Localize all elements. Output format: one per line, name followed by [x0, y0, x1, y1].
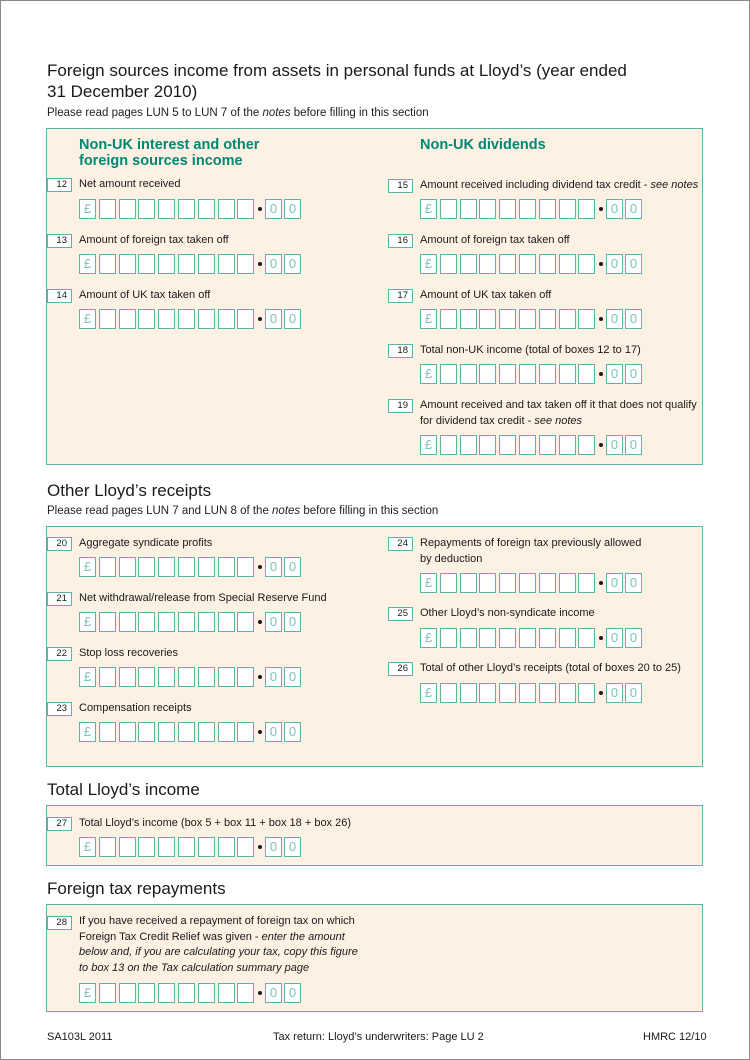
box-20-amount-input[interactable]	[79, 557, 304, 579]
digit-cell[interactable]	[198, 667, 215, 687]
digit-cell[interactable]	[178, 983, 195, 1003]
digit-cell[interactable]	[237, 722, 254, 742]
box-23-amount-input[interactable]	[79, 722, 304, 744]
box-16-label: Amount of foreign tax taken off	[420, 234, 570, 246]
box-number-22: 22	[47, 647, 72, 661]
decimal-point	[599, 262, 603, 266]
digit-cell[interactable]	[479, 683, 496, 703]
digit-cell[interactable]	[539, 254, 556, 274]
digit-cell[interactable]	[138, 667, 155, 687]
digit-cell[interactable]	[138, 199, 155, 219]
box-22-label: Stop loss recoveries	[79, 647, 179, 659]
currency-pound-sign: £	[79, 309, 96, 329]
box-number-25: 25	[388, 607, 413, 621]
pence-cell: 0	[265, 983, 282, 1003]
digit-cell[interactable]	[198, 722, 215, 742]
digit-cell[interactable]	[218, 557, 235, 577]
currency-pound-sign: £	[420, 199, 437, 219]
currency-pound-sign: £	[420, 435, 437, 455]
digit-cell[interactable]	[198, 557, 215, 577]
digit-cell[interactable]	[479, 364, 496, 384]
footer-revision: HMRC 12/10	[643, 1031, 707, 1043]
digit-cell[interactable]	[499, 683, 516, 703]
digit-cell[interactable]	[479, 254, 496, 274]
currency-pound-sign: £	[79, 612, 96, 632]
digit-cell[interactable]	[479, 199, 496, 219]
digit-cell[interactable]	[119, 837, 136, 857]
currency-pound-sign: £	[79, 722, 96, 742]
pence-cell: 0	[265, 199, 282, 219]
digit-cell[interactable]	[158, 612, 175, 632]
pence-cell: 0	[284, 983, 301, 1003]
box-number-23: 23	[47, 702, 72, 716]
pence-cell: 0	[625, 573, 642, 593]
box-number-12: 12	[47, 178, 72, 192]
currency-pound-sign: £	[79, 254, 96, 274]
foreign-title-line2: 31 December 2010)	[47, 82, 198, 101]
digit-cell[interactable]	[237, 667, 254, 687]
box-14-label: Amount of UK tax taken off	[79, 289, 211, 301]
digit-cell[interactable]	[99, 199, 116, 219]
decimal-point	[599, 691, 603, 695]
digit-cell[interactable]	[218, 722, 235, 742]
digit-cell[interactable]	[460, 628, 477, 648]
box-number-15: 15	[388, 179, 413, 193]
box-25-label: Other Lloyd’s non-syndicate income	[420, 607, 595, 619]
decimal-point	[258, 991, 262, 995]
box-28-amount-input[interactable]	[79, 983, 304, 1005]
digit-cell[interactable]	[479, 435, 496, 455]
box-number-21: 21	[47, 592, 72, 606]
box-20-label: Aggregate syndicate profits	[79, 537, 213, 549]
box-21-amount-input[interactable]	[79, 612, 304, 634]
digit-cell[interactable]	[440, 364, 457, 384]
digit-cell[interactable]	[519, 435, 536, 455]
decimal-point	[599, 372, 603, 376]
digit-cell[interactable]	[559, 309, 576, 329]
digit-cell[interactable]	[158, 837, 175, 857]
digit-cell[interactable]	[578, 435, 595, 455]
pence-cell: 0	[265, 667, 282, 687]
digit-cell[interactable]	[519, 573, 536, 593]
digit-cell[interactable]	[559, 199, 576, 219]
digit-cell[interactable]	[237, 199, 254, 219]
digit-cell[interactable]	[578, 254, 595, 274]
digit-cell[interactable]	[158, 983, 175, 1003]
currency-pound-sign: £	[420, 573, 437, 593]
digit-cell[interactable]	[578, 683, 595, 703]
decimal-point	[599, 443, 603, 447]
box-27-label: Total Lloyd’s income (box 5 + box 11 + box 18 + box 26)	[79, 817, 352, 829]
digit-cell[interactable]	[559, 435, 576, 455]
digit-cell[interactable]	[99, 983, 116, 1003]
decimal-point	[258, 565, 262, 569]
digit-cell[interactable]	[519, 364, 536, 384]
digit-cell[interactable]	[479, 309, 496, 329]
digit-cell[interactable]	[138, 309, 155, 329]
currency-pound-sign: £	[420, 683, 437, 703]
box-18-amount-input[interactable]	[420, 364, 645, 386]
decimal-point	[258, 730, 262, 734]
digit-cell[interactable]	[178, 722, 195, 742]
decimal-point	[258, 845, 262, 849]
digit-cell[interactable]	[519, 309, 536, 329]
box-18-label: Total non-UK income (total of boxes 12 to 17)	[420, 344, 641, 356]
pence-cell: 0	[606, 435, 623, 455]
non-uk-interest-heading: Non-UK interest and other foreign sources income	[79, 137, 260, 169]
digit-cell[interactable]	[237, 254, 254, 274]
box-28-label: If you have received a repayment of foreign tax on which Foreign Tax Credit Relief was given - enter the amount below and, if you are calculating your tax, copy this figure to box 13 on the Tax calculation summary page	[79, 915, 358, 974]
digit-cell[interactable]	[539, 309, 556, 329]
decimal-point	[599, 636, 603, 640]
digit-cell[interactable]	[440, 199, 457, 219]
decimal-point	[258, 262, 262, 266]
box-13-label: Amount of foreign tax taken off	[79, 234, 229, 246]
box-15-label: Amount received including dividend tax credit - see notes	[420, 179, 699, 191]
digit-cell[interactable]	[460, 683, 477, 703]
decimal-point	[258, 620, 262, 624]
digit-cell[interactable]	[158, 722, 175, 742]
digit-cell[interactable]	[198, 254, 215, 274]
box-23-label: Compensation receipts	[79, 702, 192, 714]
foreign-title-line1: Foreign sources income from assets in personal funds at Lloyd’s (year ended	[47, 61, 627, 80]
foreign-section-title	[47, 60, 627, 102]
currency-pound-sign: £	[420, 254, 437, 274]
other-receipts-title: Other Lloyd’s receipts	[47, 481, 212, 500]
decimal-point	[599, 581, 603, 585]
pence-cell: 0	[284, 557, 301, 577]
digit-cell[interactable]	[559, 254, 576, 274]
box-number-26: 26	[388, 662, 413, 676]
digit-cell[interactable]	[158, 309, 175, 329]
non-uk-dividends-heading: Non-UK dividends	[420, 137, 546, 153]
box-16-amount-input[interactable]	[420, 254, 645, 276]
digit-cell[interactable]	[218, 837, 235, 857]
digit-cell[interactable]	[158, 199, 175, 219]
pence-cell: 0	[625, 435, 642, 455]
digit-cell[interactable]	[99, 309, 116, 329]
digit-cell[interactable]	[119, 722, 136, 742]
other-receipts-note: Please read pages LUN 7 and LUN 8 of the notes before filling in this section	[47, 505, 439, 517]
digit-cell[interactable]	[519, 254, 536, 274]
box-25-amount-input[interactable]	[420, 628, 645, 650]
digit-cell[interactable]	[440, 573, 457, 593]
digit-cell[interactable]	[119, 199, 136, 219]
box-number-28: 28	[47, 916, 72, 930]
digit-cell[interactable]	[539, 435, 556, 455]
box-12-amount-input[interactable]	[79, 199, 304, 221]
footer-form-code: SA103L 2011	[47, 1031, 113, 1043]
pence-cell: 0	[606, 628, 623, 648]
digit-cell[interactable]	[138, 612, 155, 632]
decimal-point	[258, 317, 262, 321]
digit-cell[interactable]	[519, 683, 536, 703]
box-13-amount-input[interactable]	[79, 254, 304, 276]
box-17-label: Amount of UK tax taken off	[420, 289, 552, 301]
pence-cell: 0	[606, 683, 623, 703]
foreign-tax-repayments-title: Foreign tax repayments	[47, 879, 226, 898]
digit-cell[interactable]	[578, 364, 595, 384]
box-21-label: Net withdrawal/release from Special Reserve Fund	[79, 592, 327, 604]
digit-cell[interactable]	[237, 837, 254, 857]
digit-cell[interactable]	[559, 683, 576, 703]
pence-cell: 0	[265, 837, 282, 857]
box-26-label: Total of other Lloyd’s receipts (total of boxes 20 to 25)	[420, 662, 681, 674]
pence-cell: 0	[606, 254, 623, 274]
currency-pound-sign: £	[420, 628, 437, 648]
decimal-point	[599, 317, 603, 321]
digit-cell[interactable]	[440, 254, 457, 274]
digit-cell[interactable]	[460, 309, 477, 329]
decimal-point	[599, 207, 603, 211]
pence-cell: 0	[284, 667, 301, 687]
currency-pound-sign: £	[79, 667, 96, 687]
currency-pound-sign: £	[79, 199, 96, 219]
pence-cell: 0	[625, 364, 642, 384]
digit-cell[interactable]	[440, 309, 457, 329]
digit-cell[interactable]	[198, 612, 215, 632]
digit-cell[interactable]	[178, 667, 195, 687]
pence-cell: 0	[284, 837, 301, 857]
digit-cell[interactable]	[519, 628, 536, 648]
digit-cell[interactable]	[460, 254, 477, 274]
digit-cell[interactable]	[218, 983, 235, 1003]
digit-cell[interactable]	[119, 983, 136, 1003]
box-22-amount-input[interactable]	[79, 667, 304, 689]
digit-cell[interactable]	[460, 573, 477, 593]
digit-cell[interactable]	[460, 435, 477, 455]
digit-cell[interactable]	[237, 612, 254, 632]
digit-cell[interactable]	[578, 628, 595, 648]
decimal-point	[258, 675, 262, 679]
digit-cell[interactable]	[559, 364, 576, 384]
box-number-14: 14	[47, 289, 72, 303]
box-15-amount-input[interactable]	[420, 199, 645, 221]
box-number-24: 24	[388, 537, 413, 551]
box-19-label: Amount received and tax taken off it that does not qualify for dividend tax credit - see notes	[420, 399, 697, 427]
pence-cell: 0	[284, 199, 301, 219]
digit-cell[interactable]	[460, 199, 477, 219]
box-17-amount-input[interactable]	[420, 309, 645, 331]
digit-cell[interactable]	[218, 667, 235, 687]
pence-cell: 0	[265, 612, 282, 632]
currency-pound-sign: £	[420, 309, 437, 329]
digit-cell[interactable]	[178, 309, 195, 329]
box-number-19: 19	[388, 399, 413, 413]
foreign-section-note: Please read pages LUN 5 to LUN 7 of the notes before filling in this section	[47, 107, 429, 119]
digit-cell[interactable]	[138, 557, 155, 577]
digit-cell[interactable]	[178, 557, 195, 577]
pence-cell: 0	[625, 628, 642, 648]
pence-cell: 0	[284, 722, 301, 742]
digit-cell[interactable]	[119, 309, 136, 329]
digit-cell[interactable]	[99, 612, 116, 632]
currency-pound-sign: £	[79, 557, 96, 577]
pence-cell: 0	[284, 612, 301, 632]
box-number-13: 13	[47, 234, 72, 248]
total-income-title: Total Lloyd’s income	[47, 780, 200, 799]
digit-cell[interactable]	[499, 199, 516, 219]
digit-cell[interactable]	[479, 628, 496, 648]
digit-cell[interactable]	[479, 573, 496, 593]
digit-cell[interactable]	[499, 628, 516, 648]
digit-cell[interactable]	[198, 983, 215, 1003]
digit-cell[interactable]	[119, 667, 136, 687]
digit-cell[interactable]	[499, 254, 516, 274]
digit-cell[interactable]	[539, 573, 556, 593]
box-26-amount-input[interactable]	[420, 683, 645, 705]
box-number-18: 18	[388, 344, 413, 358]
digit-cell[interactable]	[178, 254, 195, 274]
digit-cell[interactable]	[559, 628, 576, 648]
pence-cell: 0	[625, 199, 642, 219]
pence-cell: 0	[606, 364, 623, 384]
pence-cell: 0	[625, 683, 642, 703]
box-number-17: 17	[388, 289, 413, 303]
digit-cell[interactable]	[460, 364, 477, 384]
decimal-point	[258, 207, 262, 211]
pence-cell: 0	[265, 309, 282, 329]
digit-cell[interactable]	[499, 573, 516, 593]
digit-cell[interactable]	[539, 628, 556, 648]
digit-cell[interactable]	[198, 309, 215, 329]
currency-pound-sign: £	[79, 837, 96, 857]
pence-cell: 0	[606, 309, 623, 329]
box-14-amount-input[interactable]	[79, 309, 304, 331]
digit-cell[interactable]	[99, 557, 116, 577]
box-24-label: Repayments of foreign tax previously allowed by deduction	[420, 537, 642, 565]
digit-cell[interactable]	[138, 983, 155, 1003]
pence-cell: 0	[265, 722, 282, 742]
digit-cell[interactable]	[119, 612, 136, 632]
digit-cell[interactable]	[99, 254, 116, 274]
digit-cell[interactable]	[499, 364, 516, 384]
digit-cell[interactable]	[218, 199, 235, 219]
digit-cell[interactable]	[198, 837, 215, 857]
digit-cell[interactable]	[178, 199, 195, 219]
box-27-amount-input[interactable]	[79, 837, 304, 859]
digit-cell[interactable]	[218, 612, 235, 632]
digit-cell[interactable]	[158, 667, 175, 687]
digit-cell[interactable]	[578, 309, 595, 329]
pence-cell: 0	[284, 309, 301, 329]
digit-cell[interactable]	[158, 557, 175, 577]
pence-cell: 0	[625, 254, 642, 274]
box-number-20: 20	[47, 537, 72, 551]
digit-cell[interactable]	[99, 722, 116, 742]
digit-cell[interactable]	[119, 557, 136, 577]
digit-cell[interactable]	[499, 309, 516, 329]
digit-cell[interactable]	[158, 254, 175, 274]
digit-cell[interactable]	[499, 435, 516, 455]
digit-cell[interactable]	[138, 254, 155, 274]
box-24-amount-input[interactable]	[420, 573, 645, 595]
digit-cell[interactable]	[237, 983, 254, 1003]
currency-pound-sign: £	[420, 364, 437, 384]
digit-cell[interactable]	[218, 254, 235, 274]
digit-cell[interactable]	[99, 837, 116, 857]
digit-cell[interactable]	[539, 199, 556, 219]
digit-cell[interactable]	[578, 573, 595, 593]
digit-cell[interactable]	[519, 199, 536, 219]
pence-cell: 0	[625, 309, 642, 329]
pence-cell: 0	[606, 573, 623, 593]
digit-cell[interactable]	[559, 573, 576, 593]
digit-cell[interactable]	[237, 557, 254, 577]
digit-cell[interactable]	[99, 667, 116, 687]
digit-cell[interactable]	[178, 612, 195, 632]
pence-cell: 0	[265, 557, 282, 577]
digit-cell[interactable]	[440, 435, 457, 455]
pence-cell: 0	[265, 254, 282, 274]
digit-cell[interactable]	[198, 199, 215, 219]
box-12-label: Net amount received	[79, 178, 181, 190]
box-number-16: 16	[388, 234, 413, 248]
digit-cell[interactable]	[237, 309, 254, 329]
digit-cell[interactable]	[178, 837, 195, 857]
digit-cell[interactable]	[440, 683, 457, 703]
currency-pound-sign: £	[79, 983, 96, 1003]
digit-cell[interactable]	[539, 364, 556, 384]
digit-cell[interactable]	[138, 722, 155, 742]
box-19-amount-input[interactable]	[420, 435, 645, 457]
digit-cell[interactable]	[440, 628, 457, 648]
box-number-27: 27	[47, 817, 72, 831]
digit-cell[interactable]	[578, 199, 595, 219]
footer-page-caption: Tax return: Lloyd’s underwriters: Page LU 2	[273, 1031, 484, 1043]
digit-cell[interactable]	[218, 309, 235, 329]
pence-cell: 0	[284, 254, 301, 274]
pence-cell: 0	[606, 199, 623, 219]
digit-cell[interactable]	[119, 254, 136, 274]
digit-cell[interactable]	[138, 837, 155, 857]
digit-cell[interactable]	[539, 683, 556, 703]
